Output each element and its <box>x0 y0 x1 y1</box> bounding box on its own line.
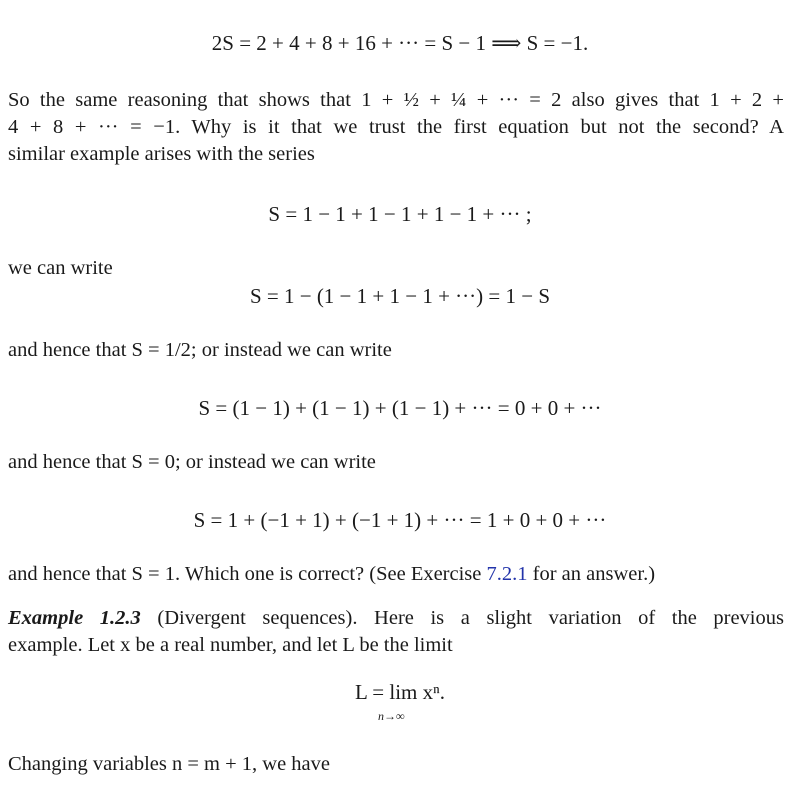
example-line-2: example. Let x be a real number, and let L be the limit <box>8 634 453 656</box>
text-hence-one <box>8 564 655 585</box>
equation-s-zero-sum: S = (1 − 1) + (1 − 1) + (1 − 1) + ··· = 0 + 0 + ··· <box>198 396 602 420</box>
paragraph-line-2: 4 + 8 + ··· = −1. Why is it that we trust the first equation but not the second? A <box>8 116 784 138</box>
text-hence-half: and hence that S = 1/2; or instead we can write <box>8 339 392 361</box>
text-we-can-write: we can write <box>8 257 113 279</box>
equation-s-one-sum: S = 1 + (−1 + 1) + (−1 + 1) + ··· = 1 + 0 + 0 + ··· <box>193 508 607 532</box>
equation-limit <box>0 682 800 742</box>
exercise-link[interactable]: 7.2.1 <box>486 563 528 585</box>
equation-limit-main: L = lim xⁿ. <box>354 680 445 704</box>
example-line-1-rest: (Divergent sequences). Here is a slight variation of the previous <box>140 607 784 629</box>
example-label: Example 1.2.3 <box>8 607 141 629</box>
example-line-1 <box>8 608 784 629</box>
text-hence-one-after: for an answer.) <box>527 563 656 585</box>
text-hence-zero: and hence that S = 0; or instead we can write <box>8 451 376 473</box>
text-hence-one-before: and hence that S = 1. Which one is correct? (See Exercise <box>8 563 487 585</box>
equation-series: S = 1 − 1 + 1 − 1 + 1 − 1 + ··· ; <box>268 202 532 226</box>
equation-limit-subscript: n→∞ <box>378 709 405 723</box>
paragraph-line-3: similar example arises with the series <box>8 143 315 165</box>
equation-s-1-minus-s: S = 1 − (1 − 1 + 1 − 1 + ···) = 1 − S <box>249 284 551 308</box>
equation-2s: 2S = 2 + 4 + 8 + 16 + ··· = S − 1 ⟹ S = −1. <box>211 31 589 55</box>
paragraph-line-1: So the same reasoning that shows that 1 + ½ + ¼ + ··· = 2 also gives that 1 + 2 + <box>8 89 784 111</box>
text-changing-variables: Changing variables n = m + 1, we have <box>8 753 331 775</box>
